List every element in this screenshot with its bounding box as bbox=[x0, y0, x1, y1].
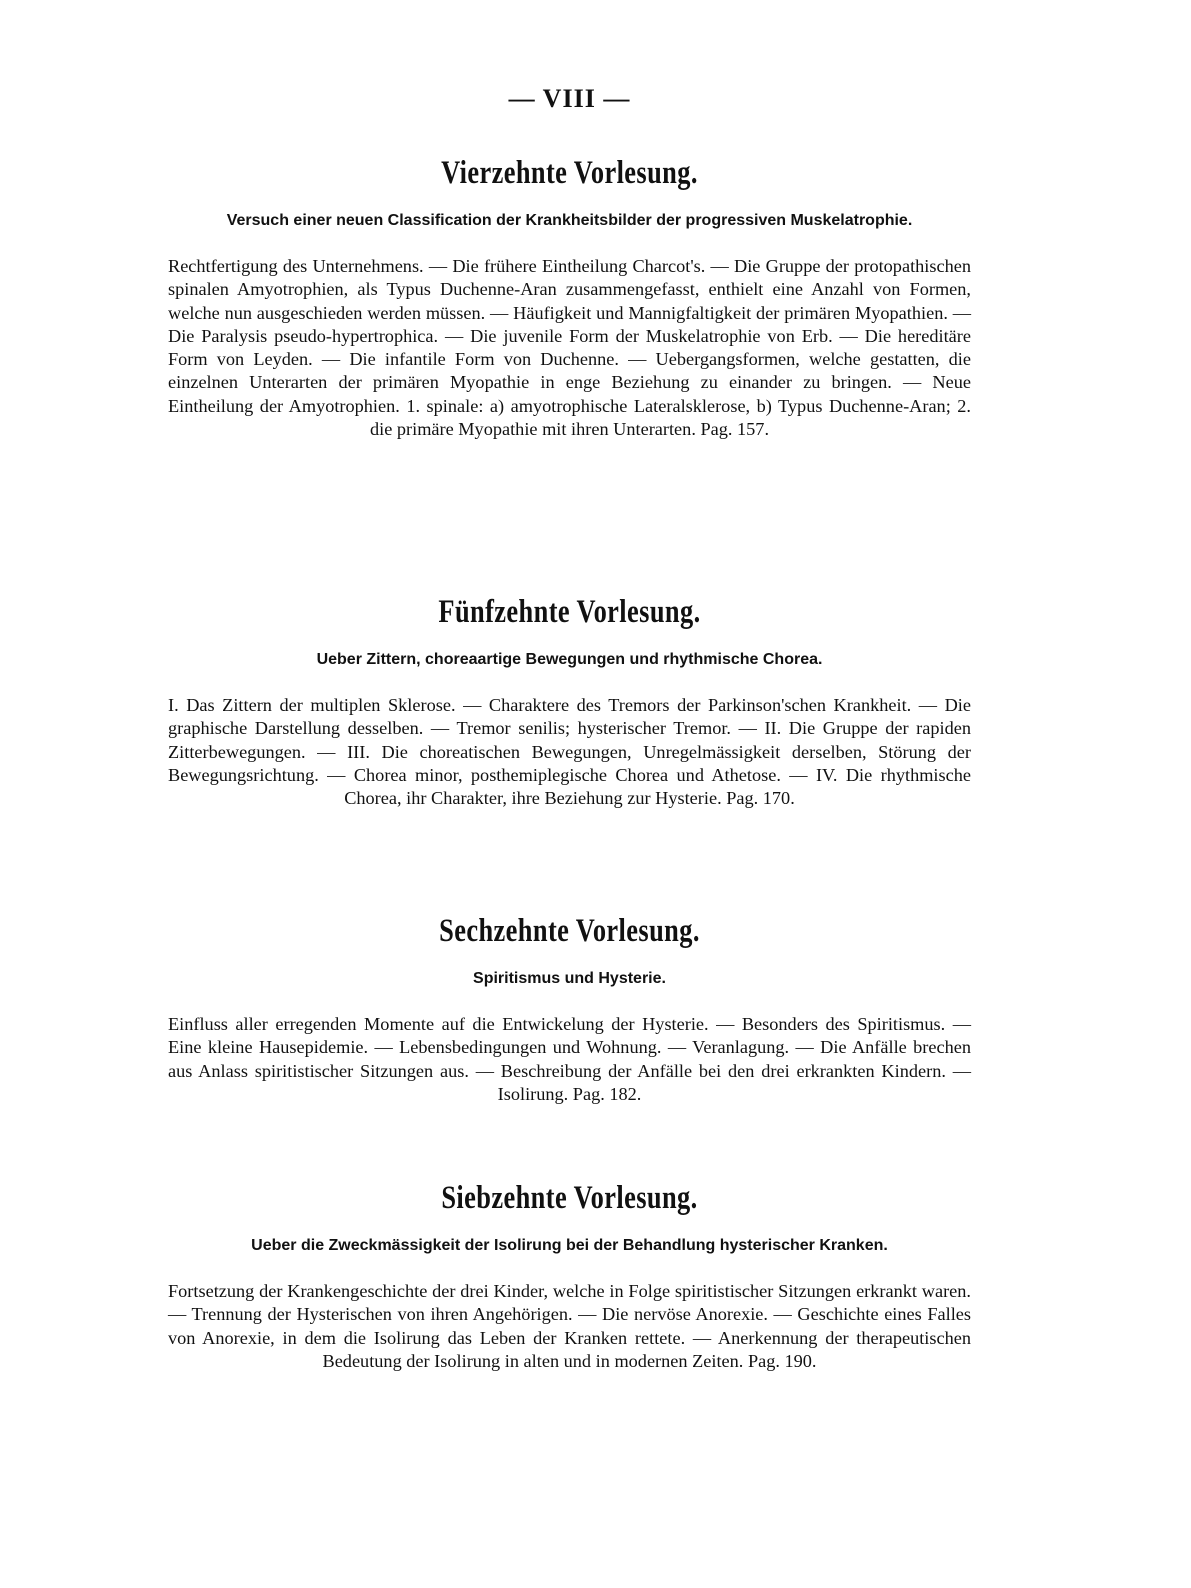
page-number: — VIII — bbox=[508, 84, 631, 113]
lecture-summary: Fortsetzung der Krankengeschichte der drei Kinder, welche in Folge spiritistischer Sitzungen erkrankt waren. — Trennung der Hysterischen von ihren Angehörigen. — Die nervöse Anorexie. — Geschichte eines Falles von Anorexie, in dem die Isolirung das Leben der Kranken rettete. — Anerkennung der therapeutischen Bedeutung der Isolirung in alten und in modernen Zeiten. Pag. 190. bbox=[168, 1281, 971, 1371]
lecture-14 bbox=[168, 153, 971, 441]
lecture-subtitle: Ueber die Zweckmässigkeit der Isolirung bei der Behandlung hysterischer Kranken. bbox=[251, 1237, 888, 1254]
lecture-17 bbox=[168, 1178, 971, 1373]
lecture-title: Sechzehnte Vorlesung. bbox=[439, 913, 700, 949]
lecture-subtitle: Versuch einer neuen Classification der Krankheitsbilder der progressiven Muskelatrophie. bbox=[226, 212, 913, 229]
lecture-summary: Einfluss aller erregenden Momente auf die Entwickelung der Hysterie. — Besonders des Spiritismus. — Eine kleine Hausepidemie. — Lebensbedingungen und Wohnung. — Veranlagung. — Die Anfälle brechen aus Anlass spiritistischer Sitzungen aus. — Beschreibung der Anfälle bei den drei erkrankten Kindern. — Isolirung. Pag. 182. bbox=[168, 1014, 971, 1104]
lecture-summary: I. Das Zittern der multiplen Sklerose. — Charaktere des Tremors der Parkinson'schen Krankheit. — Die graphische Darstellung desselben. — Tremor senilis; hysterischer Tremor. — II. Die Gruppe der rapiden Zitterbewegungen. — III. Die choreatischen Bewegungen, Unregelmässigkeit derselben, Störung der Bewegungsrichtung. — Chorea minor, posthemiplegische Chorea und Athetose. — IV. Die rhythmische Chorea, ihr Charakter, ihre Beziehung zur Hysterie. Pag. 170. bbox=[168, 695, 971, 809]
lecture-15 bbox=[168, 592, 971, 810]
lecture-16 bbox=[168, 911, 971, 1106]
lecture-title: Fünfzehnte Vorlesung. bbox=[438, 594, 701, 630]
lecture-summary: Rechtfertigung des Unternehmens. — Die frühere Eintheilung Charcot's. — Die Gruppe der protopathischen spinalen Amyotrophien, als Typus Duchenne-Aran zusammengefasst, enthielt eine Anzahl von Formen, welche nun ausgeschieden werden müssen. — Häufigkeit und Mannigfaltigkeit der primären Myopathien. — Die Paralysis pseudo-hypertrophica. — Die juvenile Form der Muskelatrophie von Erb. — Die hereditäre Form von Leyden. — Die infantile Form von Duchenne. — Uebergangsformen, welche gestatten, die einzelnen Unterarten der primären Myopathie in enge Beziehung zu einander zu bringen. — Neue Eintheilung der Amyotrophien. 1. spinale: a) amyotrophische Lateralsklerose, b) Typus Duchenne-Aran; 2. die primäre Myopathie mit ihren Unterarten. Pag. 157. bbox=[168, 256, 971, 440]
lecture-subtitle: Spiritismus und Hysterie. bbox=[473, 970, 666, 987]
lecture-title: Vierzehnte Vorlesung. bbox=[441, 155, 698, 191]
lecture-subtitle: Ueber Zittern, choreaartige Bewegungen und rhythmische Chorea. bbox=[316, 651, 823, 668]
lecture-title: Siebzehnte Vorlesung. bbox=[441, 1180, 698, 1216]
